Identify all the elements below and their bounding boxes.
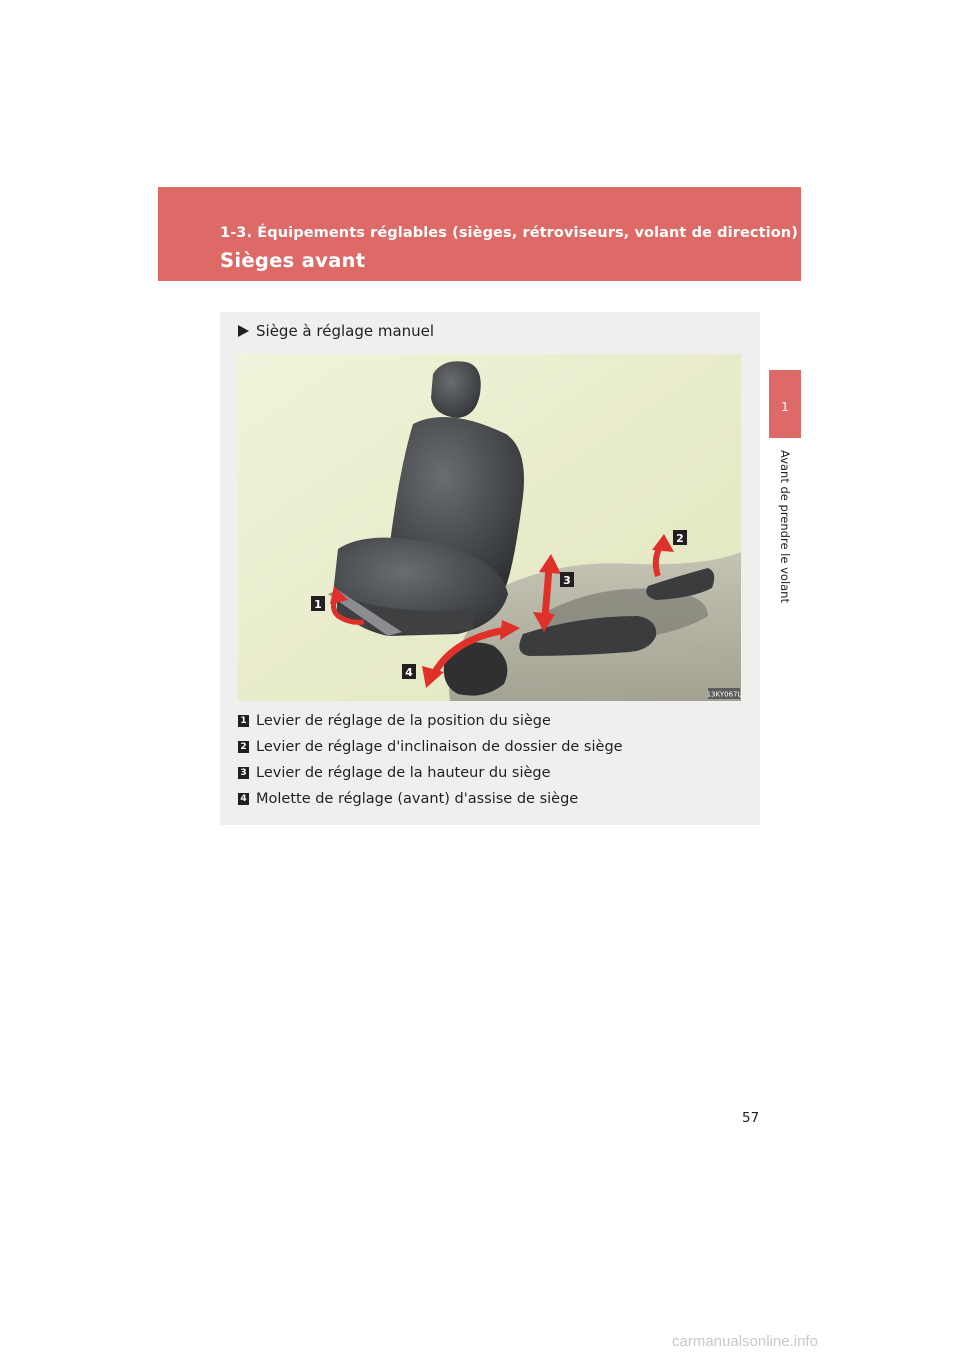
- chapter-tab: [769, 370, 801, 438]
- callout-2: [673, 530, 687, 545]
- page-title: Sièges avant: [220, 249, 366, 272]
- seat-illustration: [238, 354, 741, 701]
- legend-item: [238, 708, 623, 734]
- legend-number-badge: 4: [238, 793, 249, 805]
- callout-2-label: 2: [676, 532, 684, 545]
- callout-4-label: 4: [405, 666, 413, 679]
- seat-headrest: [431, 361, 481, 418]
- sub-heading: [238, 322, 434, 340]
- legend-text: Levier de réglage d'inclinaison de dossier de siège: [256, 739, 623, 755]
- sub-heading-text: Siège à réglage manuel: [256, 322, 435, 340]
- callout-3-label: 3: [563, 574, 571, 587]
- legend-item: [238, 734, 623, 760]
- callout-1: [311, 596, 325, 611]
- illustration-code: 13KY067L: [706, 690, 741, 699]
- page-number: 57: [742, 1110, 760, 1126]
- legend-text: Levier de réglage de la hauteur du siège: [256, 765, 551, 781]
- watermark: carmanualsonline.info: [672, 1333, 818, 1350]
- legend-list: [238, 708, 623, 812]
- legend-text: Levier de réglage de la position du siège: [256, 713, 551, 729]
- legend-number-badge: 3: [238, 767, 249, 779]
- legend-number-badge: 1: [238, 715, 249, 727]
- callout-4: [402, 664, 416, 679]
- section-label: 1-3. Équipements réglables (sièges, rétroviseurs, volant de direction): [220, 225, 798, 241]
- content-panel: [220, 312, 760, 825]
- callout-3: [560, 572, 574, 587]
- triangle-bullet-icon: [238, 325, 249, 337]
- legend-number-badge: 2: [238, 741, 249, 753]
- legend-text: Molette de réglage (avant) d'assise de siège: [256, 791, 579, 807]
- legend-item: [238, 786, 623, 812]
- chapter-label: Avant de prendre le volant: [778, 450, 792, 603]
- header-band: [158, 187, 801, 281]
- arrow-3: [545, 568, 549, 618]
- legend-item: [238, 760, 623, 786]
- callout-1-label: 1: [314, 598, 322, 611]
- chapter-number: 1: [781, 400, 789, 414]
